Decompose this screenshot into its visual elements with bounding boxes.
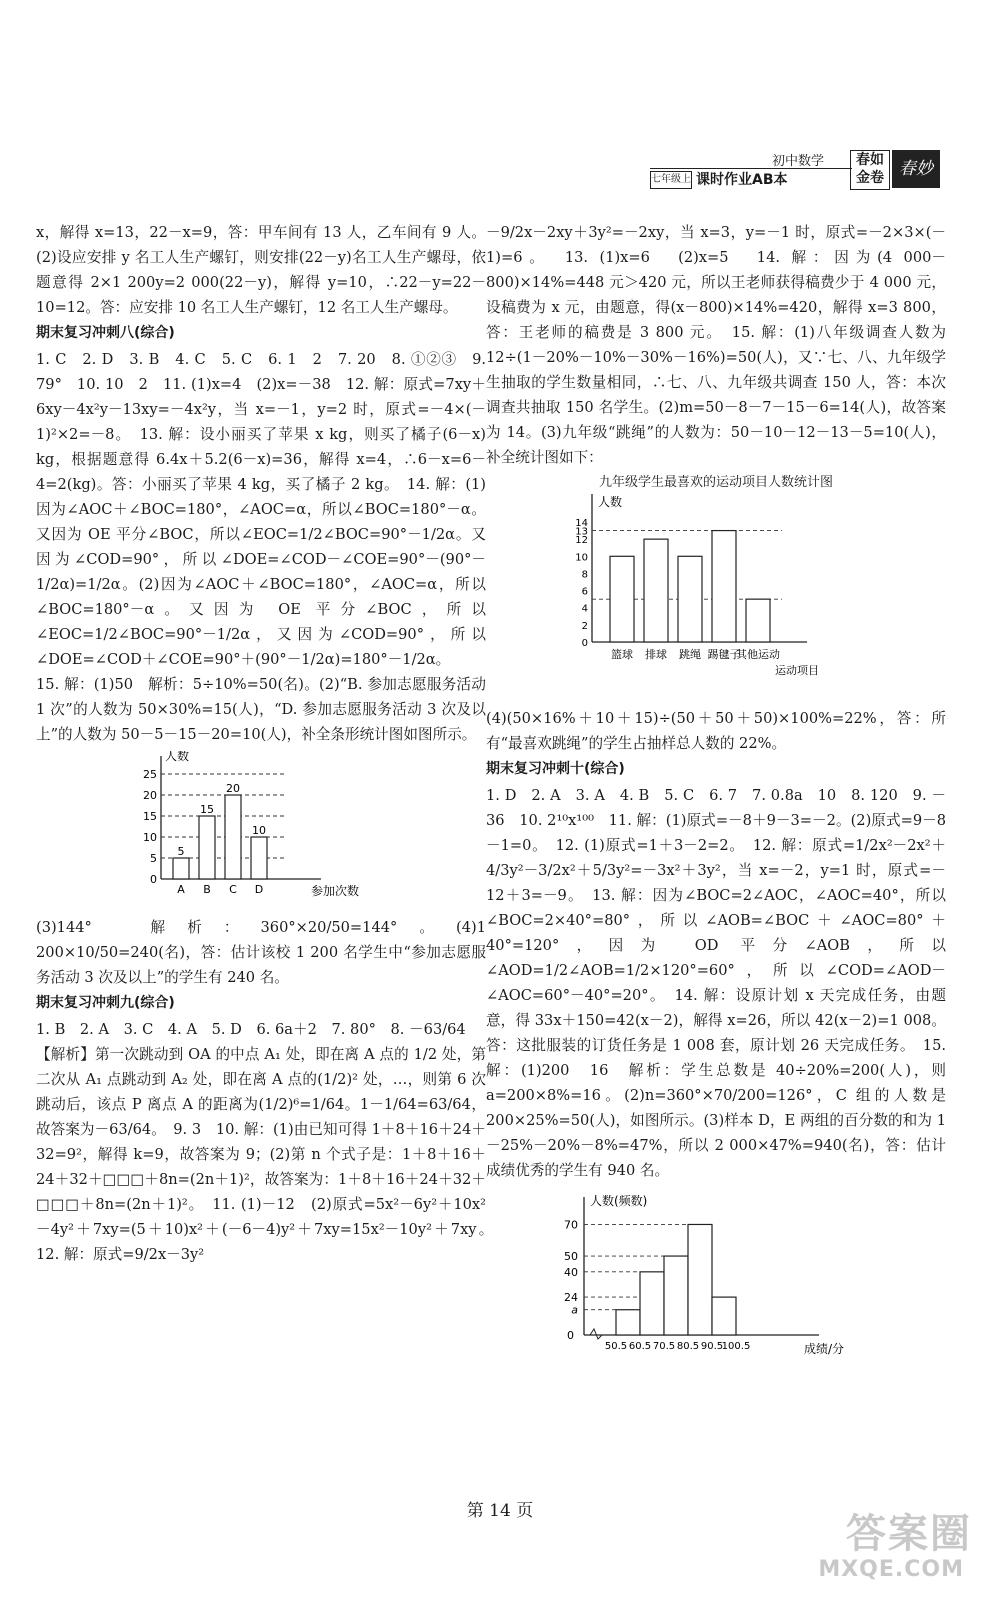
y-tick-4: 8 <box>581 569 588 581</box>
bin-1 <box>640 1272 664 1335</box>
y-axis-label: 人数 <box>598 495 623 509</box>
x-tick-2: 70.5 <box>652 1341 676 1352</box>
y-tick-5: 25 <box>143 768 157 781</box>
x-tick-0: 50.5 <box>604 1341 628 1352</box>
x-tick-0: 篮球 <box>611 648 633 661</box>
y-tick-0: 0 <box>567 1329 574 1342</box>
y-axis-label: 人数(频数) <box>590 1194 648 1208</box>
section-heading-9: 期末复习冲刺九(综合) <box>36 995 175 1011</box>
header-brand: 春如金卷 <box>850 150 890 190</box>
x-tick-3: 80.5 <box>676 1341 700 1352</box>
section-heading-10: 期末复习冲刺十(综合) <box>486 761 625 777</box>
x-tick-2: 跳绳 <box>679 648 701 661</box>
bar-A <box>173 858 189 879</box>
header-series: 课时作业AB本 <box>696 172 788 188</box>
left-para-5: 1. B 2. A 3. C 4. A 5. D 6. 6a＋2 7. 80° 8. －63/64 <box>36 1021 466 1038</box>
bar-label-B: 15 <box>200 803 214 816</box>
bin-3 <box>688 1224 712 1335</box>
bar-label-A: 5 <box>177 845 185 858</box>
chart-scores <box>486 1187 946 1370</box>
x-tick-A: A <box>177 883 185 896</box>
bar-0 <box>610 556 634 642</box>
y-tick-0: 0 <box>581 638 588 649</box>
chart-sports <box>486 474 946 700</box>
y-tick-1: 2 <box>581 620 588 632</box>
header-grade: 七年级上 <box>650 171 692 189</box>
x-tick-1: 排球 <box>645 648 667 661</box>
x-axis-label: 运动项目 <box>775 664 819 677</box>
bar-3 <box>712 531 736 642</box>
x-tick-4: 其他运动 <box>736 648 780 661</box>
page-number: 第 14 页 <box>466 1501 534 1521</box>
left-para-1: x，解得 x=13，22－x=9，答：甲车间有 13 人，乙车间有 9 人。(2)设应安排 y 名工人生产螺钉，则安排(22－y)名工人生产螺母，依题意得 2×1 200y=2 000(22－y)，解得 y=10，∴22－y=22－10=12。答：应安排 10 名工人生产螺钉，12 名工人生产螺母。 <box>36 224 486 316</box>
left-para-2: 1. C 2. D 3. B 4. C 5. C 6. 1 2 7. 20 8. ①②③ 9. 79° 10. 10 2 11. (1)x=4 (2)x=－38 12. 解：原式=7xy＋6xy－4x²y－13xy=－4x²y，当 x=－1，y=2 时，原式=－4×(－1)²×2=－8。 13. 解：设小丽买了苹果 x kg，则买了橘子(6－x) kg，根据题意得 6.4x＋5.2(6－x)=36，解得 x=4，∴6－x=6－4=2(kg)。答：小丽买了苹果 4 kg，买了橘子 2 kg。 14. 解：(1)因为∠AOC＋∠BOC=180°，∠AOC=α，所以∠BOC=180°－α。又因为 OE 平分∠BOC，所以∠EOC=1/2∠BOC=90°－1/2α。又因为∠COD=90°，所以∠DOE=∠COD－∠COE=90°－(90°－1/2α)=1/2α。(2)因为∠AOC＋∠BOC=180°，∠AOC=α，所以∠BOC=180°－α。又因为 OE 平分∠BOC，所以∠EOC=1/2∠BOC=90°－1/2α，又因为∠COD=90°，所以∠DOE=∠COD＋∠COE=90°＋(90°－1/2α)=180°－1/2α。 <box>36 351 486 668</box>
header-subject: 初中数学 <box>771 154 824 169</box>
y-tick-7: 13 <box>575 526 588 538</box>
bar-label-C: 20 <box>226 782 240 795</box>
y-tick-1: a <box>571 1303 578 1317</box>
y-tick-4: 50 <box>564 1250 578 1264</box>
left-para-3: 15. 解：(1)50 解析：5÷10%=50(名)。(2)“B. 参加志愿服务活动 1 次”的人数为 50×30%=15(人)，“D. 参加志愿服务活动 3 次及以上”的人数为 50－5－15－20=10(人)，补全条形统计图如图所示。 <box>36 676 486 743</box>
x-tick-B: B <box>203 883 211 896</box>
right-para-1: －9/2x－2xy＋3y²=－2xy，当 x=3，y=－1 时，原式=－2×3×(－1)=6。 13. (1)x=6 (2)x=5 14. 解：因为(4 000－800)×14%=448 元＞420 元，所以王老师获得稿费少于 4 000 元，设稿费为 x 元，由题意，得(x－800)×14%=420，解得 x=3 800，答：王老师的稿费是 3 800 元。 15. 解：(1)八年级调查人数为 12÷(1－20%－10%－30%－16%)=50(人)，又∵七、八、九年级学生抽取的学生数量相同，∴七、八、九年级共调查 150 人，答：本次调查共抽取 150 名学生。(2)m=50－8－7－15－6=14(人)，故答案为 14。(3)九年级“跳绳”的人数为：50－10－12－13－5=10(人)，补全统计图如下： <box>486 224 946 466</box>
y-tick-3: 6 <box>581 586 588 598</box>
right-column <box>486 220 946 1376</box>
right-para-2: (4)(50×16%＋10＋15)÷(50＋50＋50)×100%=22%，答：所有“最喜欢跳绳”的学生占抽样总人数的 22%。 <box>486 710 946 752</box>
y-tick-2: 10 <box>143 831 157 844</box>
header-logo: 春妙 <box>892 150 940 188</box>
y-tick-3: 40 <box>564 1265 578 1279</box>
y-tick-1: 5 <box>150 852 157 865</box>
x-tick-1: 60.5 <box>628 1341 652 1352</box>
y-tick-2: 24 <box>564 1291 578 1305</box>
chart2-title: 九年级学生最喜欢的运动项目人数统计图 <box>598 475 833 490</box>
left-column <box>36 220 501 1267</box>
x-tick-4: 90.5 <box>700 1341 724 1352</box>
left-para-6: 【解析】第一次跳动到 OA 的中点 A₁ 处，即在离 A 点的 1/2 处，第二次从 A₁ 点跳动到 A₂ 处，即在离 A 点的(1/2)² 处，…，则第 6 次跳动后，该点 P 离点 A 的距离为(1/2)⁶=1/64。1－1/64=63/64，故答案为－63/64。 9. 3 10. 解：(1)由已知可得 1＋8＋16＋24＋32=9²，解得 k=9，故答案为 9；(2)第 n 个式子是：1＋8＋16＋24＋32＋□□□＋8n=(2n＋1)²，故答案为：1＋8＋16＋24＋32＋□□□＋8n=(2n＋1)²。 11. (1)－12 (2)原式=5x²－6y²＋10x²－4y²＋7xy=(5＋10)x²＋(－6－4)y²＋7xy=15x²－10y²＋7xy。 12. 解：原式=9/2x－3y² <box>36 1046 501 1263</box>
watermark-text: 答案圈 <box>846 1511 972 1557</box>
x-axis-label: 成绩/分 <box>804 1342 845 1356</box>
bar-1 <box>644 539 668 642</box>
x-axis-label: 参加次数 <box>311 884 360 898</box>
watermark <box>797 1502 972 1582</box>
page-header <box>650 150 940 188</box>
x-tick-3: 踢毽子 <box>707 648 741 661</box>
y-tick-3: 15 <box>143 810 157 823</box>
section-heading-8: 期末复习冲刺八(综合) <box>36 325 175 341</box>
chart2-svg <box>486 492 946 692</box>
y-tick-6: 12 <box>575 535 588 547</box>
y-tick-4: 20 <box>143 789 157 802</box>
y-tick-5: 70 <box>564 1218 578 1232</box>
y-tick-2: 4 <box>581 603 588 615</box>
watermark-url: MXQE.COM <box>818 1557 964 1582</box>
y-tick-5: 10 <box>575 552 588 564</box>
bar-D <box>251 837 267 879</box>
y-axis-label: 人数 <box>165 751 190 763</box>
chart-participation <box>36 751 486 909</box>
bar-C <box>225 795 241 879</box>
x-tick-5: 100.5 <box>721 1341 751 1352</box>
bar-4 <box>746 599 770 642</box>
axis-break <box>590 1329 602 1339</box>
y-tick-0: 0 <box>150 873 157 886</box>
x-tick-D: D <box>254 883 264 896</box>
chart1-svg <box>36 751 476 901</box>
right-para-3: 1. D 2. A 3. A 4. B 5. C 6. 7 7. 0.8a 10 8. 120 9. －36 10. 2¹⁰x¹⁰⁰ 11. 解：(1)原式=－8＋9－3=－2。(2)原式=9－8－1=0。 12. (1)原式=1＋3－2=2。 12. 解：原式=1/2x²－2x²＋4/3y²－3/2x²＋5/3y²=－3x²＋3y²，当 x=－2，y=1 时，原式=－12＋3=－9。 13. 解：因为∠BOC=2∠AOC，∠AOC=40°，所以∠BOC=2×40°=80°，所以∠AOB=∠BOC＋∠AOC=80°＋40°=120°，因为 OD 平分∠AOB，所以∠AOD=1/2∠AOB=1/2×120°=60°，所以∠COD=∠AOD－∠AOC=60°－40°=20°。 14. 解：设原计划 x 天完成任务，由题意，得 33x＋150=42(x－2)，解得 x=26，所以 42(x－2)=1 008。答：这批服装的订货任务是 1 008 套，原计划 26 天完成任务。 15. 解：(1)200 16 解析：学生总数是 40÷20%=200(人)，则 a=200×8%=16。(2)n=360°×70/200=126°，C 组的人数是 200×25%=50(人)，如图所示。(3)样本 D，E 两组的百分数的和为 1－25%－20%－8%=47%，所以 2 000×47%=940(名)，答：估计成绩优秀的学生有 940 名。 <box>486 787 946 1179</box>
bin-0 <box>616 1310 640 1335</box>
bin-2 <box>664 1256 688 1335</box>
left-para-4: (3)144° 解析：360°×20/50=144°。(4)1 200×10/50=240(名)，答：估计该校 1 200 名学生中“参加志愿服务活动 3 次及以上”的学生有 240 名。 <box>36 919 486 986</box>
bin-4 <box>712 1297 736 1335</box>
y-tick-8: 14 <box>575 518 588 529</box>
bar-B <box>199 816 215 879</box>
x-tick-C: C <box>229 883 237 896</box>
bar-label-D: 10 <box>252 824 266 837</box>
chart3-svg <box>486 1187 946 1362</box>
bar-2 <box>678 556 702 642</box>
